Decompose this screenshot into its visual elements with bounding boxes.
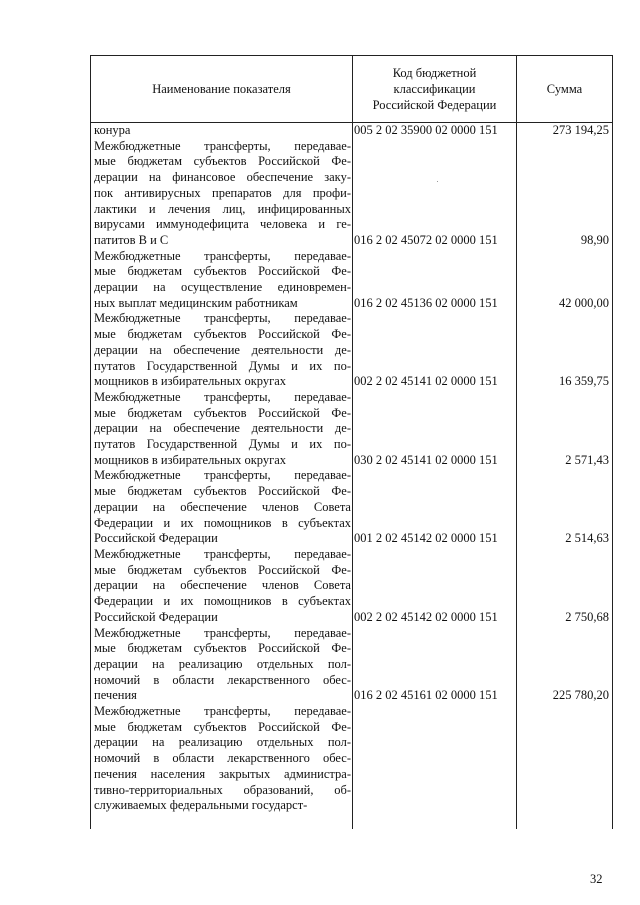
- indicator-name-line: конура: [94, 123, 131, 137]
- table-row: [91, 547, 612, 626]
- indicator-name: [91, 311, 351, 390]
- indicator-name-line: Межбюджетные трансферты, передавае-: [94, 138, 351, 153]
- indicator-name-line: Российской Федерации: [94, 531, 218, 546]
- table-row: [91, 311, 612, 390]
- amount: 2 514,63: [565, 531, 609, 546]
- budget-code: 016 2 02 45072 02 0000 151: [354, 232, 498, 247]
- scan-speck: [437, 181, 438, 182]
- indicator-name-line: дерации на обеспечение деятельности де-: [94, 342, 351, 357]
- indicator-name-line: номочий в области лекарственного обес-: [94, 751, 351, 766]
- indicator-name-line: номочий в области лекарственного обес-: [94, 672, 351, 687]
- table-row: [91, 704, 612, 814]
- indicator-name: [91, 249, 351, 312]
- indicator-name: [91, 139, 351, 249]
- indicator-name-line: путатов Государственной Думы и их по-: [94, 358, 351, 373]
- amount: 2 571,43: [565, 452, 609, 467]
- indicator-name: [91, 390, 351, 469]
- indicator-name-line: дерации на обеспечение членов Совета: [94, 578, 351, 593]
- indicator-name-line: мые бюджетам субъектов Российской Фе-: [94, 405, 351, 420]
- indicator-name-line: мые бюджетам субъектов Российской Фе-: [94, 562, 351, 577]
- indicator-name-line: мые бюджетам субъектов Российской Фе-: [94, 641, 351, 656]
- indicator-name-line: печения: [94, 688, 137, 703]
- indicator-name-line: пок антивирусных препаратов для профи-: [94, 185, 351, 200]
- amount: 273 194,25: [552, 123, 609, 137]
- amount: 16 359,75: [559, 374, 609, 389]
- table-row: [91, 249, 612, 312]
- indicator-name-line: Межбюджетные трансферты, передавае-: [94, 546, 351, 561]
- indicator-name-line: мые бюджетам субъектов Российской Фе-: [94, 154, 351, 169]
- indicator-name-line: мые бюджетам субъектов Российской Фе-: [94, 719, 351, 734]
- indicator-name-line: патитов В и С: [94, 232, 169, 247]
- indicator-name-line: Российской Федерации: [94, 609, 218, 624]
- indicator-name-line: Федерации и их помощников в субъектах: [94, 594, 351, 609]
- indicator-name-line: дерации на обеспечение членов Совета: [94, 499, 351, 514]
- indicator-name-line: лактики и лечения лиц, инфицированных: [94, 201, 351, 216]
- table-row: [91, 390, 612, 469]
- header-code: [353, 56, 516, 122]
- header-code-text: Код бюджетной классификации Российской Федерации: [372, 66, 497, 112]
- indicator-name-line: Межбюджетные трансферты, передавае-: [94, 468, 351, 483]
- indicator-name-line: мощников в избирательных округах: [94, 374, 287, 389]
- indicator-name-line: путатов Государственной Думы и их по-: [94, 437, 351, 452]
- indicator-name-line: дерации на финансовое обеспечение заку-: [94, 170, 351, 185]
- indicator-name-line: Межбюджетные трансферты, передавае-: [94, 389, 351, 404]
- indicator-name-line: мые бюджетам субъектов Российской Фе-: [94, 327, 351, 342]
- budget-code: 001 2 02 45142 02 0000 151: [354, 531, 498, 546]
- table-row: [91, 139, 612, 249]
- budget-code: 016 2 02 45136 02 0000 151: [354, 295, 498, 310]
- header-sum: Сумма: [546, 82, 583, 96]
- indicator-name-line: тивно-территориальных образований, об-: [94, 782, 351, 797]
- indicator-name-line: ных выплат медицинским работникам: [94, 295, 298, 310]
- indicator-name-line: дерации на осуществление единовремен-: [94, 280, 351, 295]
- budget-table: [90, 55, 613, 829]
- amount: 2 750,68: [565, 609, 609, 624]
- budget-code: 002 2 02 45142 02 0000 151: [354, 609, 498, 624]
- indicator-name-line: служиваемых федеральными государст-: [94, 798, 308, 813]
- amount: 98,90: [580, 232, 609, 247]
- indicator-name-line: дерации на реализацию отдельных пол-: [94, 656, 351, 671]
- amount: 225 780,20: [552, 688, 609, 703]
- indicator-name-line: дерации на реализацию отдельных пол-: [94, 735, 351, 750]
- indicator-name-line: дерации на обеспечение деятельности де-: [94, 421, 351, 436]
- indicator-name: [91, 123, 351, 139]
- indicator-name: [91, 704, 351, 814]
- table-body: [91, 123, 612, 814]
- indicator-name-line: мощников в избирательных округах: [94, 452, 287, 467]
- budget-code: 005 2 02 35900 02 0000 151: [354, 123, 498, 137]
- budget-code: 016 2 02 45161 02 0000 151: [354, 688, 498, 703]
- indicator-name-line: печения населения закрытых администра-: [94, 766, 351, 781]
- indicator-name-line: мые бюджетам субъектов Российской Фе-: [94, 264, 351, 279]
- indicator-name: [91, 547, 351, 626]
- budget-code: 030 2 02 45141 02 0000 151: [354, 452, 498, 467]
- page-number: 32: [590, 872, 603, 886]
- indicator-name-line: Межбюджетные трансферты, передавае-: [94, 248, 351, 263]
- table-row: [91, 123, 612, 139]
- header-name: Наименование показателя: [152, 82, 291, 96]
- indicator-name-line: мые бюджетам субъектов Российской Фе-: [94, 484, 351, 499]
- amount: 42 000,00: [559, 295, 609, 310]
- indicator-name-line: вирусами иммунодефицита человека и ге-: [94, 217, 351, 232]
- indicator-name-line: Межбюджетные трансферты, передавае-: [94, 625, 351, 640]
- indicator-name-line: Межбюджетные трансферты, передавае-: [94, 704, 351, 719]
- indicator-name-line: Межбюджетные трансферты, передавае-: [94, 311, 351, 326]
- budget-code: 002 2 02 45141 02 0000 151: [354, 374, 498, 389]
- indicator-name-line: Федерации и их помощников в субъектах: [94, 515, 351, 530]
- table-row: [91, 626, 612, 705]
- indicator-name: [91, 468, 351, 547]
- table-row: [91, 468, 612, 547]
- indicator-name: [91, 626, 351, 705]
